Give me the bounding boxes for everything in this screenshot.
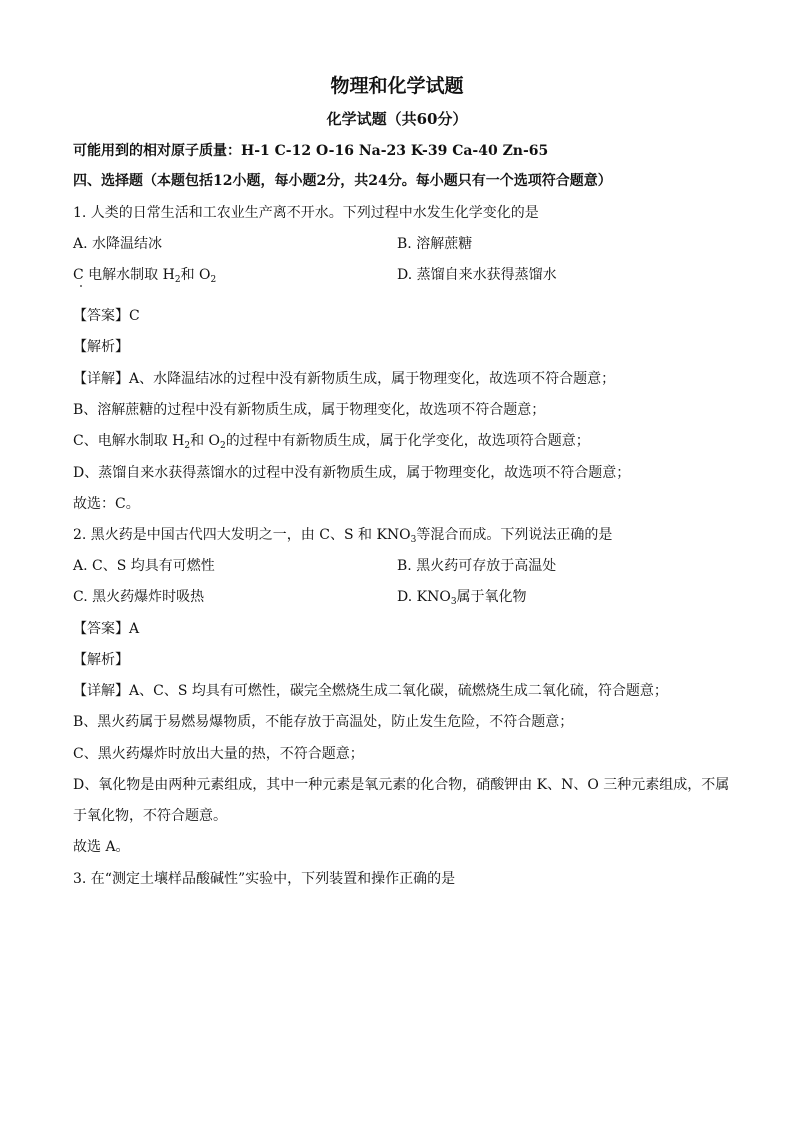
- q2-option-b: B. 黑火药可存放于高温处: [397, 558, 557, 574]
- q1-option-d: D. 蒸馏自来水获得蒸馏水: [397, 267, 557, 283]
- q2-stem: [73, 526, 733, 549]
- atomic-masses: 可能用到的相对原子质量：H-1 C-12 O-16 Na-23 K-39 Ca-40 Zn-65: [73, 143, 549, 159]
- q2-answer: 【答案】A: [73, 621, 140, 637]
- q2-detail-b: B、黑火药属于易燃易爆物质，不能存放于高温处，防止发生危险，不符合题意；: [73, 714, 574, 730]
- q2-option-d: [397, 588, 527, 611]
- q1-stem: 1. 人类的日常生活和工农业生产离不开水。下列过程中水发生化学变化的是: [73, 205, 539, 221]
- q1-detail-d: D、蒸馏自来水获得蒸馏水的过程中没有新物质生成，属于物理变化，故选项不符合题意；: [73, 465, 631, 481]
- q1-detail-c-sub1: 2: [184, 441, 191, 451]
- q1-detail-c: [73, 432, 733, 455]
- q1-option-c-mid: 和 O: [180, 267, 211, 283]
- q1-detail-b: B、溶解蔗糖的过程中没有新物质生成，属于物理变化，故选项不符合题意；: [73, 402, 546, 418]
- q2-stem-text: 2. 黑火药是中国古代四大发明之一，由 C、S 和 KNO: [73, 527, 411, 543]
- q1-option-b: B. 溶解蔗糖: [397, 236, 473, 252]
- q1-option-a: A. 水降温结冰: [73, 236, 163, 252]
- q1-option-c: [73, 266, 216, 289]
- q1-detail-c-text: C、电解水制取 H: [73, 433, 185, 449]
- q2-detail-d-line1: D、氧化物是由两种元素组成，其中一种元素是氧元素的化合物，硝酸钾由 K、N、O 三种元素组成，不属: [73, 777, 730, 793]
- q1-detail-a: 【详解】A、水降温结冰的过程中没有新物质生成，属于物理变化，故选项不符合题意；: [73, 371, 616, 387]
- q1-option-c-text: C 电解水制取 H: [73, 267, 175, 283]
- q1-option-c-sub1: 2: [174, 275, 181, 285]
- q3-stem: 3. 在“测定土壤样品酸碱性”实验中，下列装置和操作正确的是: [73, 871, 456, 887]
- q1-choose: 故选：C。: [73, 496, 140, 512]
- q1-detail-c-post: 的过程中有新物质生成，属于化学变化，故选项符合题意；: [225, 433, 590, 449]
- q2-stem-post: 等混合而成。下列说法正确的是: [416, 527, 613, 543]
- q1-answer: 【答案】C: [73, 308, 140, 324]
- page-title: 物理和化学试题: [330, 75, 464, 97]
- q2-stem-sub: 3: [410, 535, 417, 545]
- q1-detail-c-sub2: 2: [220, 441, 226, 451]
- q2-detail-c: C、黑火药爆炸时放出大量的热，不符合题意；: [73, 746, 364, 762]
- q2-option-d-sub: 3: [450, 597, 457, 607]
- q2-detail-d-line2: 于氧化物，不符合题意。: [73, 808, 227, 824]
- q1-option-c-sub2: 2: [210, 275, 217, 285]
- q1-analysis: 【解析】: [73, 339, 129, 355]
- q2-analysis: 【解析】: [73, 652, 129, 668]
- q2-choose: 故选 A。: [73, 839, 130, 855]
- q2-option-a: A. C、S 均具有可燃性: [73, 558, 215, 574]
- q2-option-d-post: 属于氧化物: [456, 589, 527, 605]
- q1-detail-c-mid: 和 O: [190, 433, 221, 449]
- stray-dot: [80, 285, 82, 287]
- q2-option-c: C. 黑火药爆炸时吸热: [73, 589, 205, 605]
- page-subtitle: 化学试题（共60分）: [326, 110, 468, 128]
- section-heading: 四、选择题（本题包括12小题，每小题2分，共24分。每小题只有一个选项符合题意）: [73, 173, 612, 189]
- q2-option-d-text: D. KNO: [397, 589, 451, 605]
- q2-detail-a: 【详解】A、C、S 均具有可燃性，碳完全燃烧生成二氧化碳，硫燃烧生成二氧化硫，符合题意；: [73, 683, 668, 699]
